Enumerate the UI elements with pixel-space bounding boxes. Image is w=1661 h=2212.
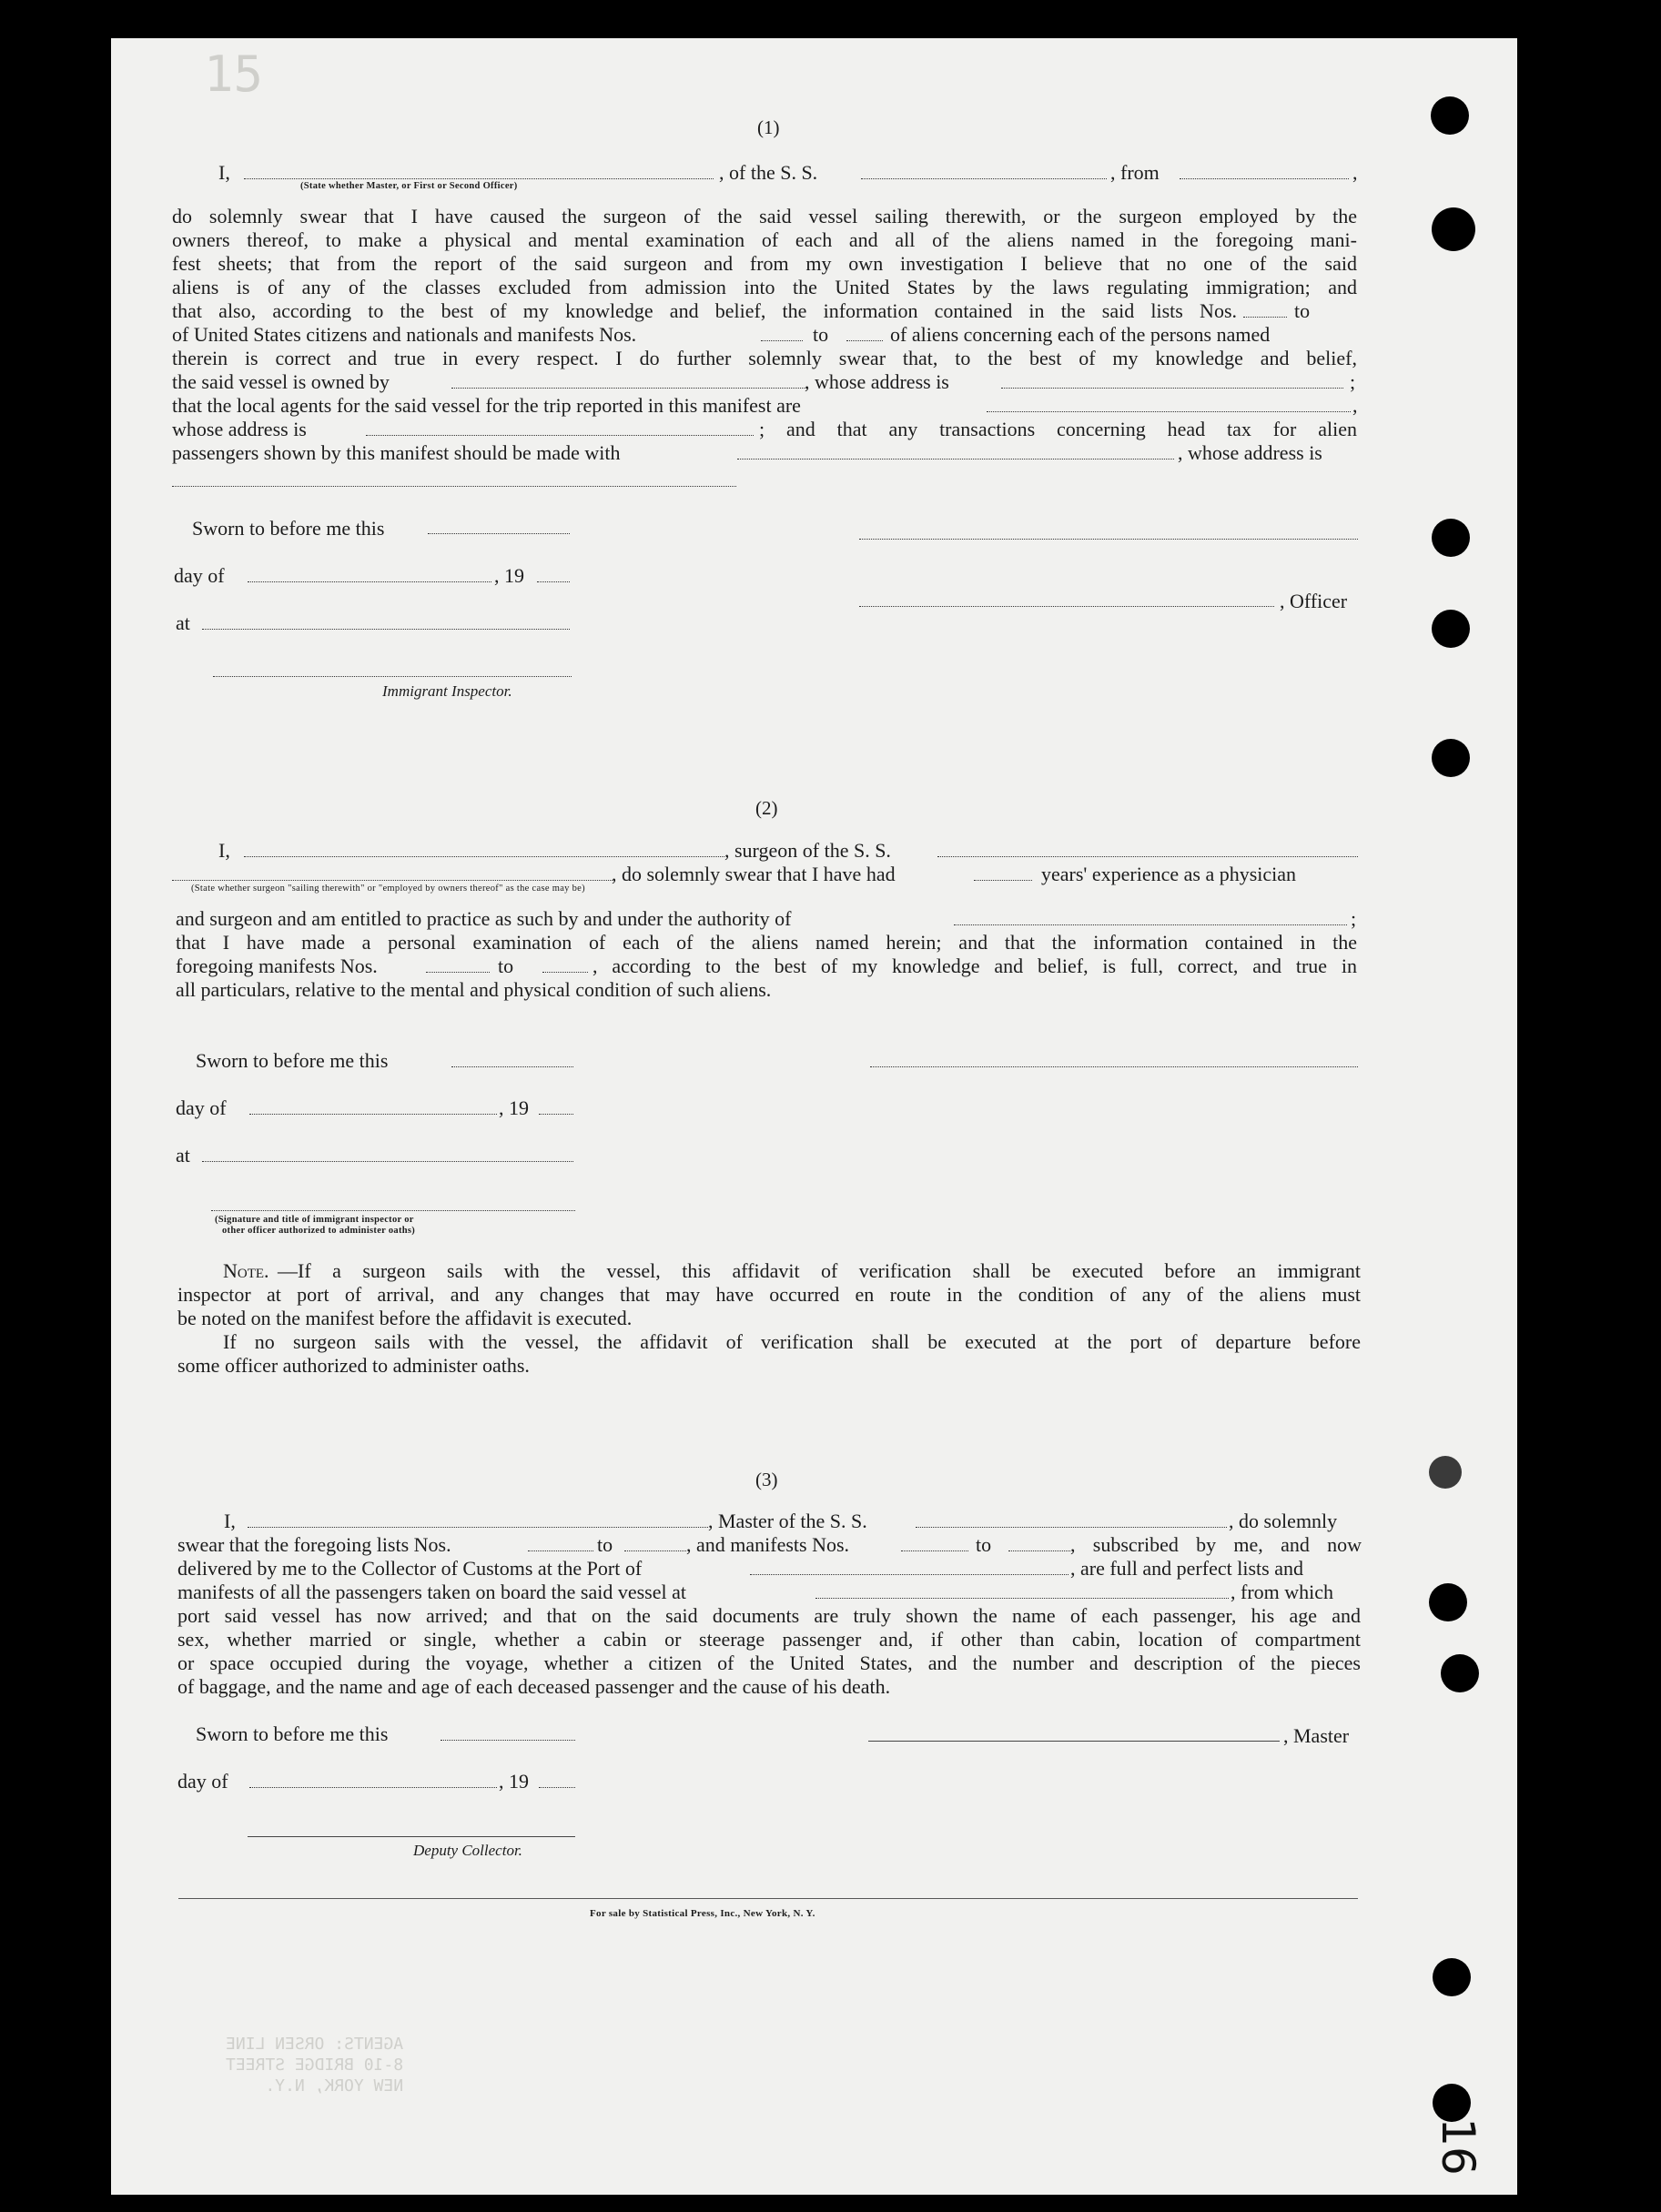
signature-caption: Deputy Collector. bbox=[413, 1842, 522, 1859]
text: I, bbox=[224, 1510, 236, 1532]
day-of-label: day of bbox=[176, 1096, 227, 1119]
text: , do solemnly swear that I have had bbox=[612, 863, 896, 885]
text: of United States citizens and nationals and manifests Nos. bbox=[172, 323, 637, 346]
body-line: therein is correct and true in every respect. I do further solemnly swear that, to the best of my knowledge and belief, bbox=[172, 347, 1357, 369]
manifests-from-field[interactable] bbox=[901, 1550, 968, 1551]
text: whose address is bbox=[172, 418, 307, 440]
note-line: inspector at port of arrival, and any changes that may have occurred en route in the condition of any of the aliens must bbox=[177, 1283, 1361, 1306]
year-label: , 19 bbox=[494, 564, 524, 587]
at-place-field[interactable] bbox=[202, 1161, 573, 1162]
stamp-line: NEW YORK, N.Y. bbox=[265, 2076, 404, 2096]
section-3-heading: (3) bbox=[755, 1469, 778, 1490]
lists-from-field[interactable] bbox=[528, 1550, 593, 1551]
punch-hole bbox=[1432, 519, 1470, 557]
text: foregoing manifests Nos. bbox=[176, 954, 378, 977]
surgeon-signature-line[interactable] bbox=[870, 1066, 1358, 1067]
day-of-field[interactable] bbox=[249, 1114, 497, 1115]
text: the said vessel is owned by bbox=[172, 370, 390, 393]
master-vessel-field[interactable] bbox=[916, 1527, 1227, 1528]
signature-caption-line: (Signature and title of immigrant inspector or bbox=[215, 1215, 414, 1225]
inspector-signature-line[interactable] bbox=[213, 676, 572, 677]
punch-hole bbox=[1441, 1654, 1479, 1692]
text: years' experience as a physician bbox=[1041, 863, 1297, 885]
sworn-label: Sworn to before me this bbox=[196, 1049, 389, 1072]
text: , from which bbox=[1231, 1581, 1334, 1603]
sworn-label: Sworn to before me this bbox=[196, 1722, 389, 1745]
agents-address-field[interactable] bbox=[366, 435, 754, 436]
text: , bbox=[1352, 394, 1358, 417]
master-name-field[interactable] bbox=[248, 1527, 708, 1528]
text: , surgeon of the S. S. bbox=[724, 839, 891, 862]
text: and surgeon and am entitled to practice as such by and under the authority of bbox=[176, 907, 792, 930]
lists-to-field[interactable] bbox=[624, 1550, 686, 1551]
text: to bbox=[813, 323, 829, 346]
year-label: , 19 bbox=[499, 1096, 529, 1119]
faint-page-number: 15 bbox=[204, 45, 264, 103]
manifests-to-field[interactable] bbox=[1008, 1550, 1070, 1551]
note-line: be noted on the manifest before the affidavit is executed. bbox=[177, 1307, 633, 1329]
manifests-from-field[interactable] bbox=[426, 972, 490, 973]
at-place-field[interactable] bbox=[202, 629, 570, 630]
year-field[interactable] bbox=[537, 581, 570, 582]
text: , from bbox=[1110, 161, 1160, 184]
text: that the local agents for the said vessel for the trip reported in this manifest are bbox=[172, 394, 801, 417]
surgeon-status-field[interactable] bbox=[172, 880, 613, 881]
text: , whose address is bbox=[1178, 441, 1322, 464]
signature-caption: Immigrant Inspector. bbox=[382, 682, 512, 700]
punch-hole bbox=[1429, 1583, 1467, 1621]
text: to bbox=[597, 1533, 613, 1556]
text: I, bbox=[218, 161, 230, 184]
body-line: of baggage, and the name and age of each deceased passenger and the cause of his death. bbox=[177, 1675, 891, 1698]
officer-label: , Officer bbox=[1280, 590, 1348, 612]
text: to bbox=[498, 954, 514, 977]
punch-hole bbox=[1433, 2084, 1471, 2122]
manifests-to-field[interactable] bbox=[846, 340, 883, 341]
head-tax-address-field[interactable] bbox=[172, 486, 736, 487]
text: , of the S. S. bbox=[719, 161, 818, 184]
text: , are full and perfect lists and bbox=[1070, 1557, 1303, 1580]
text: I, bbox=[218, 839, 230, 862]
section-1-heading: (1) bbox=[757, 116, 780, 138]
day-of-field[interactable] bbox=[248, 581, 491, 582]
surgeon-vessel-field[interactable] bbox=[937, 856, 1358, 857]
deputy-collector-signature-line[interactable] bbox=[248, 1836, 575, 1837]
embarkation-port-field[interactable] bbox=[815, 1598, 1229, 1599]
text: delivered by me to the Collector of Customs at the Port of bbox=[177, 1557, 643, 1580]
note-line: —If a surgeon sails with the vessel, this affidavit of verification shall be executed before an immigrant bbox=[278, 1259, 1361, 1282]
note-line: some officer authorized to administer oaths. bbox=[177, 1354, 530, 1377]
body-line: sex, whether married or single, whether a cabin or steerage passenger and, if other than cabin, location of compartment bbox=[177, 1628, 1361, 1651]
punch-hole bbox=[1432, 610, 1470, 648]
text: to bbox=[1294, 299, 1311, 322]
at-label: at bbox=[176, 611, 190, 634]
signature-caption-line: other officer authorized to administer oaths) bbox=[222, 1226, 416, 1236]
punch-hole bbox=[1433, 1958, 1471, 1996]
punch-hole bbox=[1429, 1456, 1462, 1489]
text: , do solemnly bbox=[1229, 1510, 1338, 1532]
day-of-label: day of bbox=[177, 1770, 228, 1793]
text: ; and that any transactions concerning head tax for alien bbox=[759, 418, 1357, 440]
years-experience-field[interactable] bbox=[974, 880, 1032, 881]
year-field[interactable] bbox=[539, 1787, 575, 1788]
stamp-line: AGENTS: ORSEN LINE bbox=[226, 2035, 404, 2054]
lists-from-field[interactable] bbox=[1243, 317, 1287, 318]
day-of-field[interactable] bbox=[249, 1787, 497, 1788]
body-line: aliens is of any of the classes excluded from admission into the United States by the laws regulating immigration; and bbox=[172, 276, 1357, 298]
punch-hole bbox=[1431, 96, 1469, 135]
at-label: at bbox=[176, 1144, 190, 1167]
text: to bbox=[976, 1533, 992, 1556]
section-2-heading: (2) bbox=[755, 797, 778, 819]
handwritten-page-number: 16 bbox=[1431, 2117, 1484, 2176]
stamp-line: 8-10 BRIDGE STREET bbox=[226, 2055, 404, 2075]
text: swear that the foregoing lists Nos. bbox=[177, 1533, 451, 1556]
day-of-label: day of bbox=[174, 564, 225, 587]
year-field[interactable] bbox=[539, 1114, 573, 1115]
body-line: that I have made a personal examination of each of the aliens named herein; and that the information contained in the bbox=[176, 931, 1357, 954]
faint-agent-stamp bbox=[226, 2034, 403, 2096]
text: , whose address is bbox=[805, 370, 949, 393]
punch-hole bbox=[1432, 739, 1470, 777]
manifests-from-field[interactable] bbox=[761, 340, 803, 341]
text: , according to the best of my knowledge and belief, is full, correct, and true in bbox=[592, 954, 1357, 977]
year-label: , 19 bbox=[499, 1770, 529, 1793]
text: ; bbox=[1350, 370, 1356, 393]
text: passengers shown by this manifest should be made with bbox=[172, 441, 621, 464]
signature-caption bbox=[215, 1215, 415, 1237]
officer-signature-line[interactable] bbox=[859, 539, 1358, 540]
body-line: all particulars, relative to the mental and physical condition of such aliens. bbox=[176, 978, 772, 1001]
text: ; bbox=[1351, 907, 1357, 930]
text: , Master of the S. S. bbox=[708, 1510, 867, 1532]
local-agents-field[interactable] bbox=[987, 411, 1351, 412]
inspector-signature-line[interactable] bbox=[211, 1210, 575, 1211]
body-line: that also, according to the best of my knowledge and belief, the information contained in the said lists Nos. bbox=[172, 299, 1237, 322]
text: , bbox=[1352, 161, 1358, 184]
sworn-date-field[interactable] bbox=[441, 1740, 575, 1741]
officer-title-line[interactable] bbox=[859, 606, 1274, 607]
note-line: If no surgeon sails with the vessel, the affidavit of verification shall be executed at the port of departure before bbox=[223, 1330, 1361, 1353]
port-field[interactable] bbox=[750, 1574, 1069, 1575]
text: of aliens concerning each of the persons named bbox=[890, 323, 1271, 346]
body-line: port said vessel has now arrived; and that on the said documents are truly shown the name of each passenger, his age and bbox=[177, 1604, 1361, 1627]
body-line: or space occupied during the voyage, whether a citizen of the United States, and the number and description of the pieces bbox=[177, 1651, 1361, 1674]
body-line: fest sheets; that from the report of the said surgeon and from my own investigation I believe that no one of the said bbox=[172, 252, 1357, 275]
vessel-name-field[interactable] bbox=[861, 178, 1107, 179]
authority-field[interactable] bbox=[954, 924, 1347, 925]
body-line: owners thereof, to make a physical and mental examination of each and all of the aliens named in the foregoing mani- bbox=[172, 228, 1357, 251]
text: manifests of all the passengers taken on board the said vessel at bbox=[177, 1581, 687, 1603]
officer-caption: (State whether Master, or First or Second Officer) bbox=[300, 181, 518, 191]
officer-name-field[interactable] bbox=[244, 178, 714, 179]
note-label: Note. bbox=[223, 1259, 269, 1282]
footer-rule bbox=[178, 1898, 1358, 1899]
surgeon-caption: (State whether surgeon "sailing therewith" or "employed by owners thereof" as the case may be) bbox=[191, 884, 585, 894]
punch-hole bbox=[1432, 207, 1475, 251]
body-line: do solemnly swear that I have caused the surgeon of the said vessel sailing therewith, or the surgeon employed by the bbox=[172, 205, 1357, 227]
sworn-date-field[interactable] bbox=[428, 533, 570, 534]
sworn-label: Sworn to before me this bbox=[192, 517, 385, 540]
master-signature-line[interactable] bbox=[868, 1741, 1280, 1742]
owner-address-field[interactable] bbox=[1001, 388, 1343, 389]
text: , subscribed by me, and now bbox=[1070, 1533, 1362, 1556]
text: , and manifests Nos. bbox=[686, 1533, 850, 1556]
surgeon-name-field[interactable] bbox=[244, 856, 724, 857]
master-label: , Master bbox=[1283, 1724, 1350, 1747]
manifests-to-field[interactable] bbox=[542, 972, 588, 973]
sworn-date-field[interactable] bbox=[451, 1066, 573, 1067]
vessel-owner-field[interactable] bbox=[451, 388, 808, 389]
departure-port-field[interactable] bbox=[1180, 178, 1349, 179]
head-tax-contact-field[interactable] bbox=[737, 459, 1174, 460]
printer-imprint: For sale by Statistical Press, Inc., New York, N. Y. bbox=[590, 1908, 815, 1919]
